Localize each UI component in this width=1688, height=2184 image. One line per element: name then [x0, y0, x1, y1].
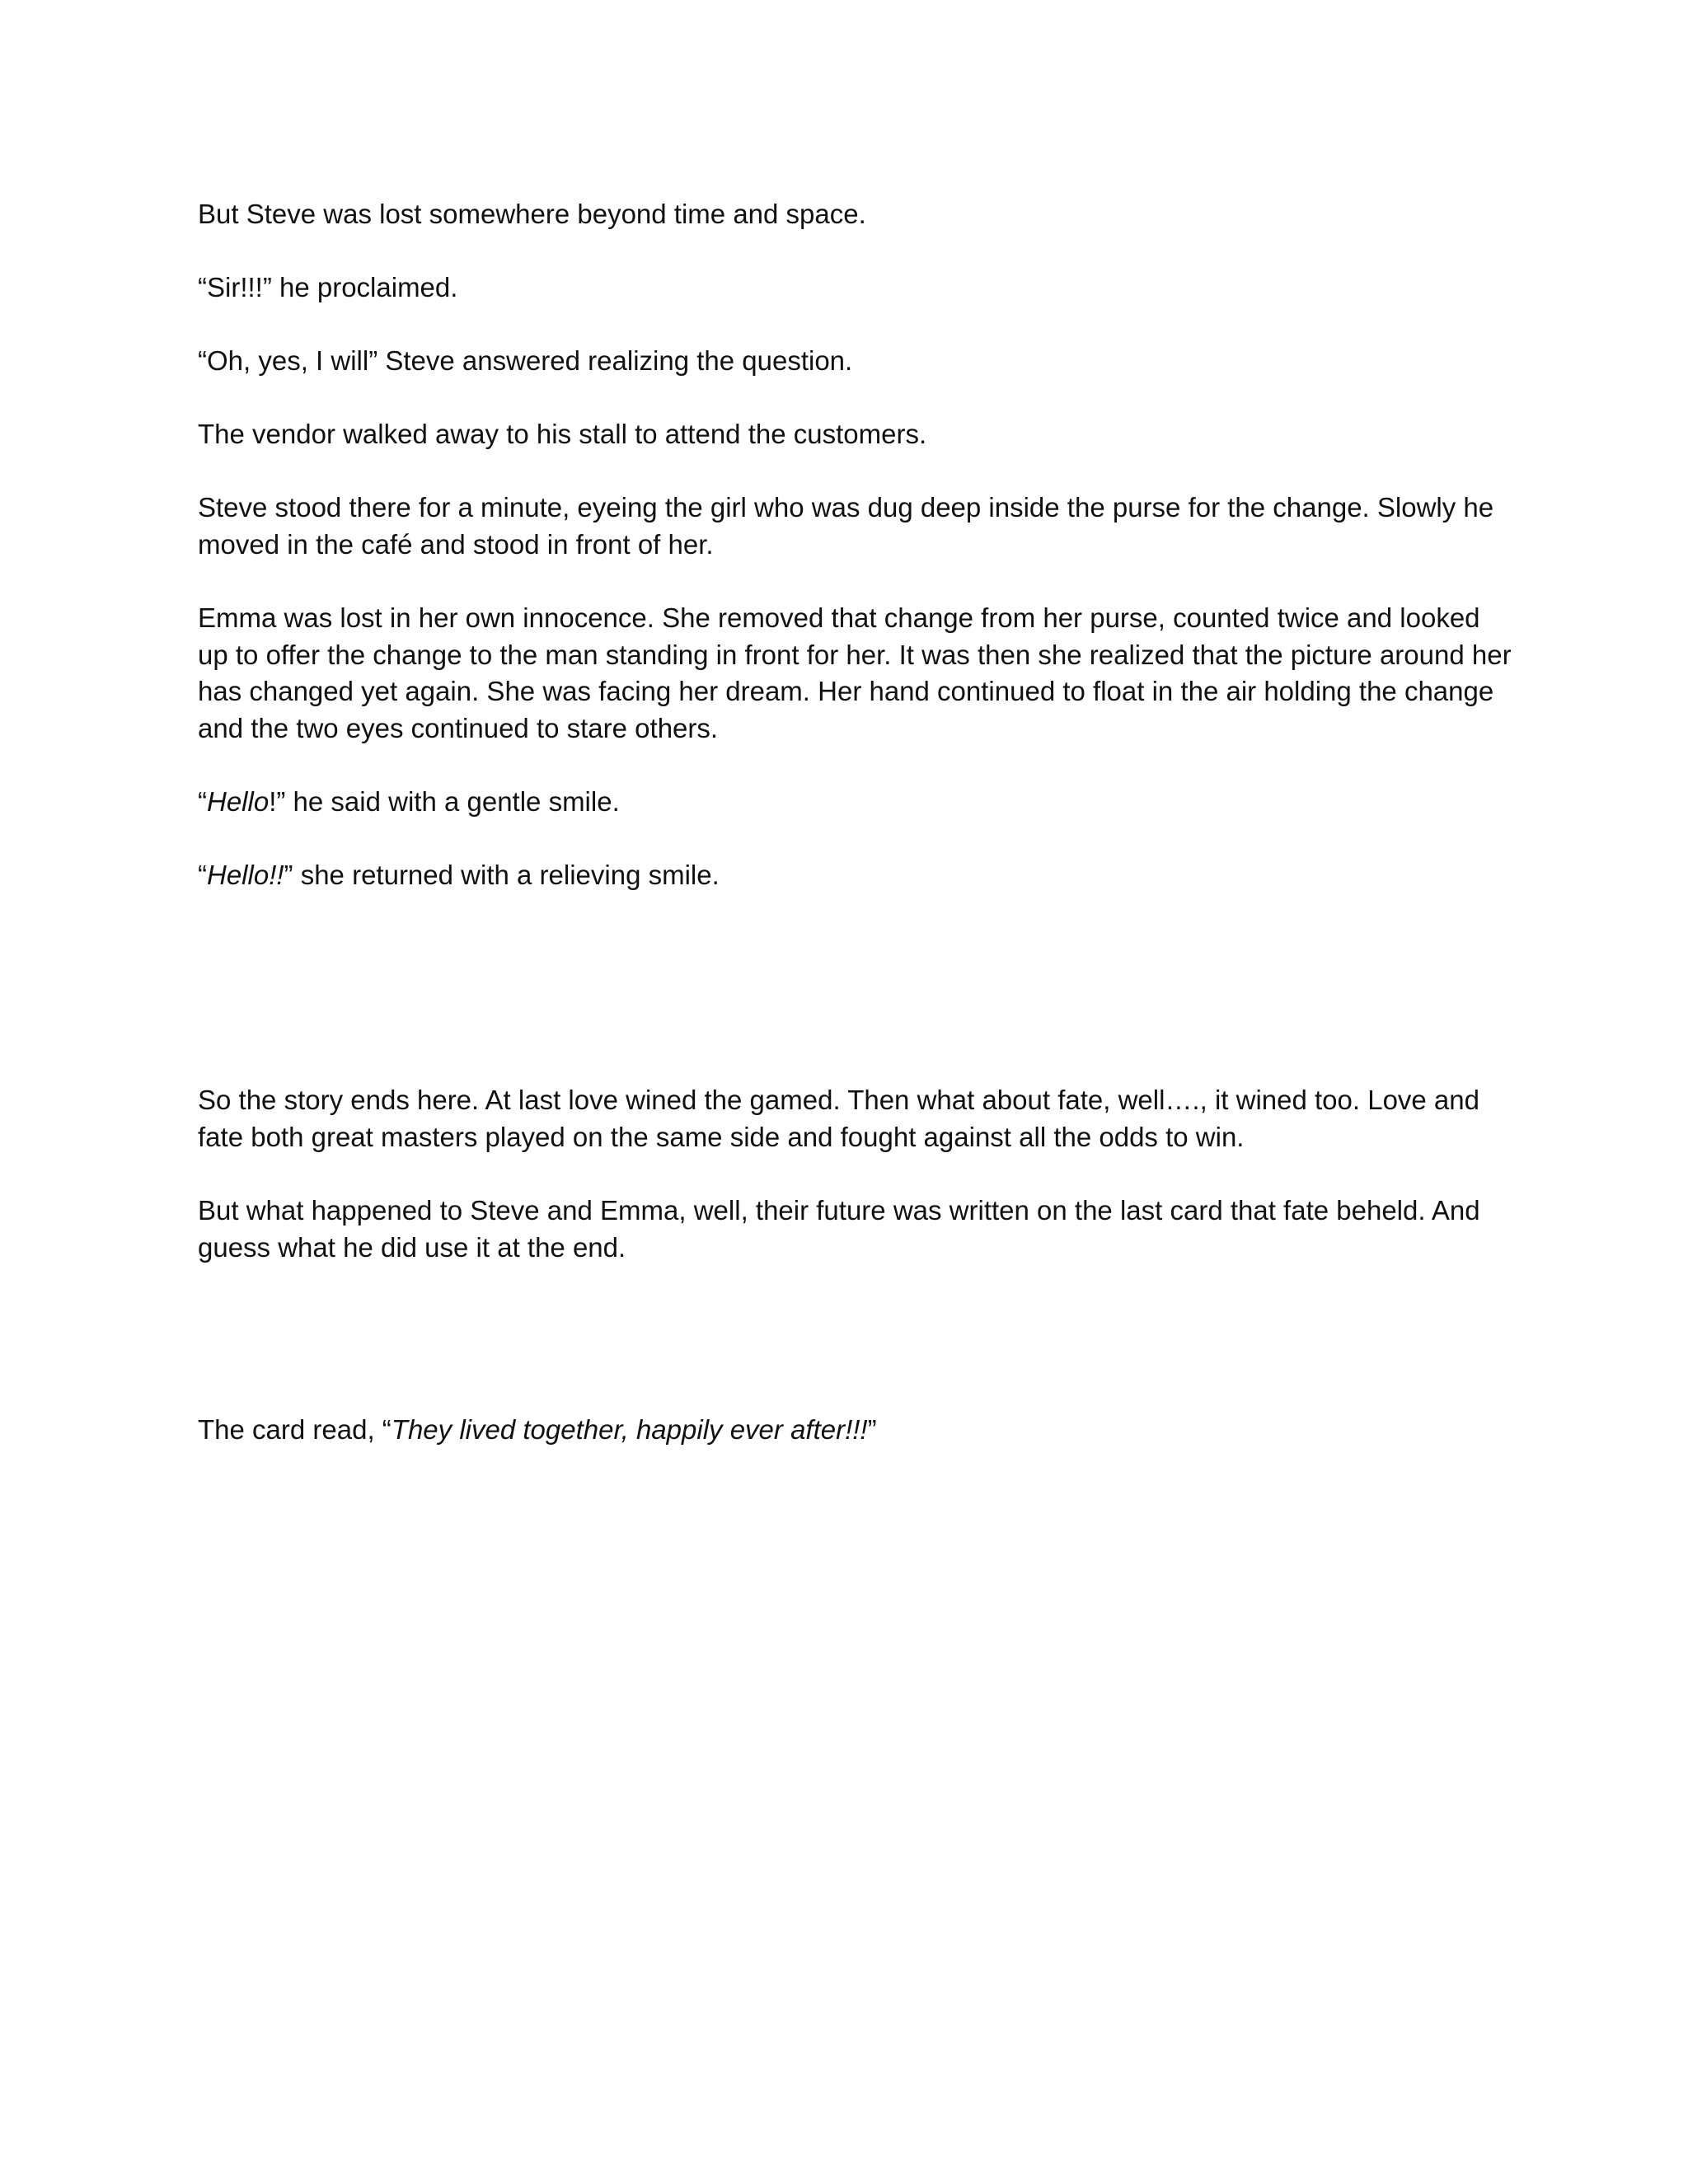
paragraph-italic-text: Hello: [207, 786, 270, 817]
paragraph-text: ” she returned with a relieving smile.: [284, 860, 720, 890]
paragraph-italic-text: They lived together, happily ever after!!!: [391, 1414, 868, 1445]
paragraph-emma-innocence: [198, 600, 1517, 747]
paragraph-vendor-walked: [198, 416, 1517, 453]
paragraph-future-written: [198, 1193, 1517, 1266]
paragraph-text: “Oh, yes, I will” Steve answered realizing the question.: [198, 345, 853, 376]
paragraph-text: The vendor walked away to his stall to attend the customers.: [198, 419, 927, 449]
paragraph-text: Steve stood there for a minute, eyeing the girl who was dug deep inside the purse for the change. Slowly he moved in the café and stood in front of her.: [198, 492, 1494, 560]
paragraph-text: “: [198, 786, 207, 817]
paragraph-text: So the story ends here. At last love wined the gamed. Then what about fate, well…., it wined too. Love and fate both great masters played on the same side and fought against all the odds to win.: [198, 1085, 1479, 1152]
paragraph-hello-relieving: [198, 857, 1517, 894]
paragraph-steve-stood: [198, 490, 1517, 563]
paragraph-italic-text: Hello!!: [207, 860, 284, 890]
paragraph-card-read: [198, 1412, 1517, 1449]
paragraph-text: “Sir!!!” he proclaimed.: [198, 272, 458, 302]
paragraph-text: But Steve was lost somewhere beyond time and space.: [198, 199, 866, 229]
paragraph-text: The card read, “: [198, 1414, 392, 1445]
paragraph-text: ”: [867, 1414, 877, 1445]
paragraph-text: Emma was lost in her own innocence. She removed that change from her purse, counted twice and looked up to offer the change to the man standing in front for her. It was then she realized that the picture around her has changed yet again. She was facing her dream. Her hand continued to float in the air holding the change and the two eyes continued to stare others.: [198, 602, 1512, 743]
paragraph-yes-i-will: [198, 343, 1517, 380]
paragraph-sir-proclaimed: [198, 269, 1517, 307]
paragraph-text: “: [198, 860, 207, 890]
paragraph-hello-gentle: [198, 784, 1517, 821]
paragraph-steve-lost: [198, 196, 1517, 233]
paragraph-story-ends: [198, 1082, 1517, 1155]
paragraph-text: !” he said with a gentle smile.: [269, 786, 620, 817]
paragraph-text: But what happened to Steve and Emma, well, their future was written on the last card that fate beheld. And guess what he did use it at the end.: [198, 1195, 1480, 1263]
